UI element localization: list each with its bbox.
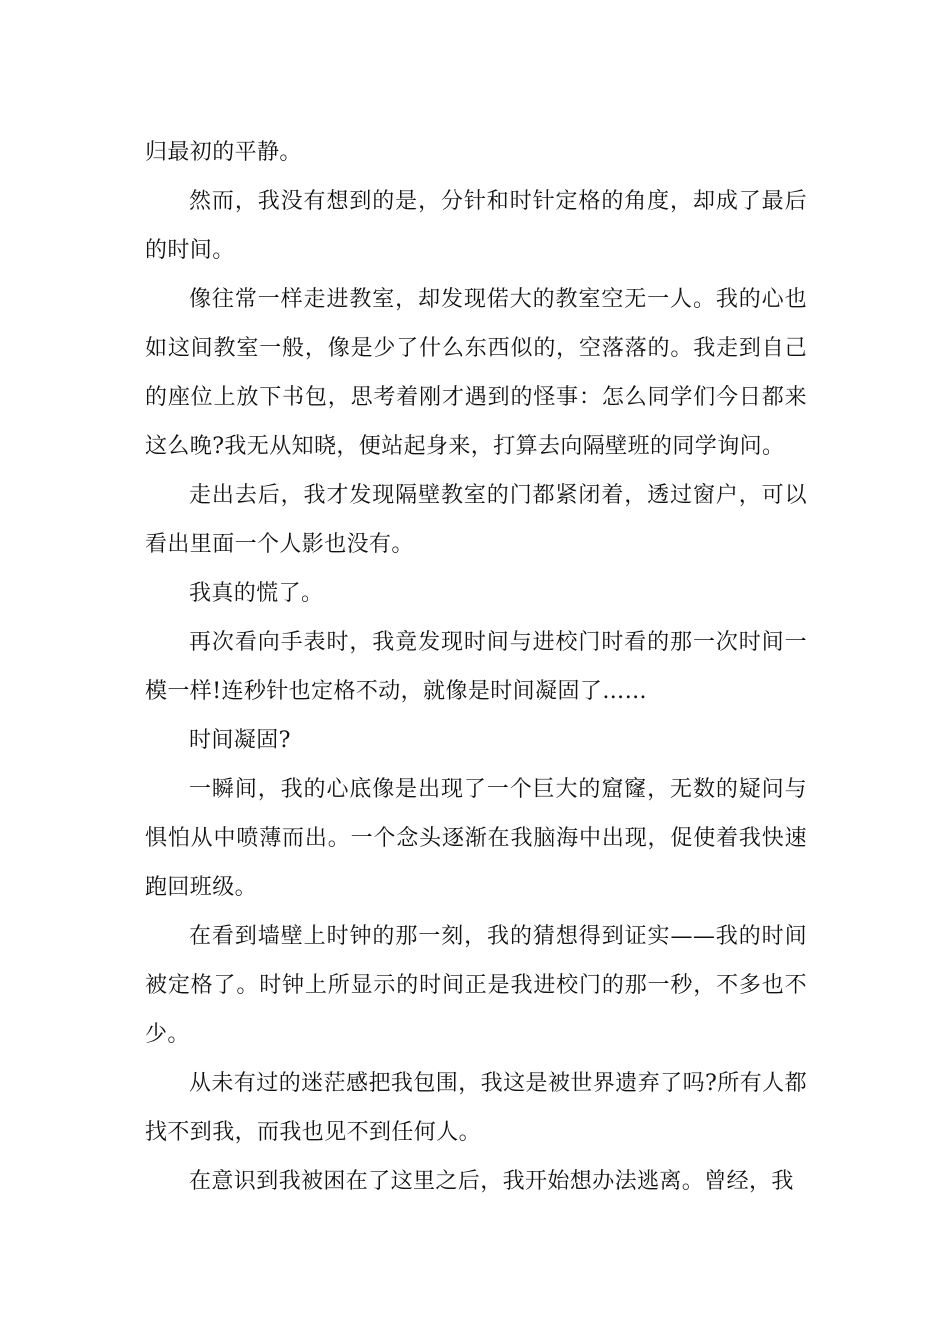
paragraph-2: 然而，我没有想到的是，分针和时针定格的角度，却成了最后的时间。: [145, 189, 807, 263]
paragraph-8: 一瞬间，我的心底像是出现了一个巨大的窟窿，无数的疑问与惧怕从中喷薄而出。一个念头逐渐在我脑海中出现，促使着我快速跑回班级。: [145, 777, 807, 900]
document-body: [145, 128, 807, 1206]
paragraph-6: 再次看向手表时，我竟发现时间与进校门时看的那一次时间一模一样!连秒针也定格不动，就像是时间凝固了……: [145, 630, 807, 704]
paragraph-3: 像往常一样走进教室，却发现偌大的教室空无一人。我的心也如这间教室一般，像是少了什么东西似的，空落落的。我走到自己的座位上放下书包，思考着刚才遇到的怪事：怎么同学们今日都来这么晚?我无从知晓，便站起身来，打算去向隔壁班的同学询问。: [145, 287, 807, 459]
paragraph-5: 我真的慌了。: [189, 581, 324, 606]
paragraph-1: 归最初的平静。: [145, 140, 302, 165]
paragraph-9: 在看到墙壁上时钟的那一刻，我的猜想得到证实——我的时间被定格了。时钟上所显示的时间正是我进校门的那一秒，不多也不少。: [145, 924, 807, 1047]
paragraph-4: 走出去后，我才发现隔壁教室的门都紧闭着，透过窗户，可以看出里面一个人影也没有。: [145, 483, 807, 557]
paragraph-11: 在意识到我被困在了这里之后，我开始想办法逃离。曾经，我: [189, 1169, 794, 1194]
paragraph-10: 从未有过的迷茫感把我包围，我这是被世界遗弃了吗?所有人都找不到我，而我也见不到任何人。: [145, 1071, 807, 1145]
paragraph-7: 时间凝固?: [189, 728, 291, 753]
